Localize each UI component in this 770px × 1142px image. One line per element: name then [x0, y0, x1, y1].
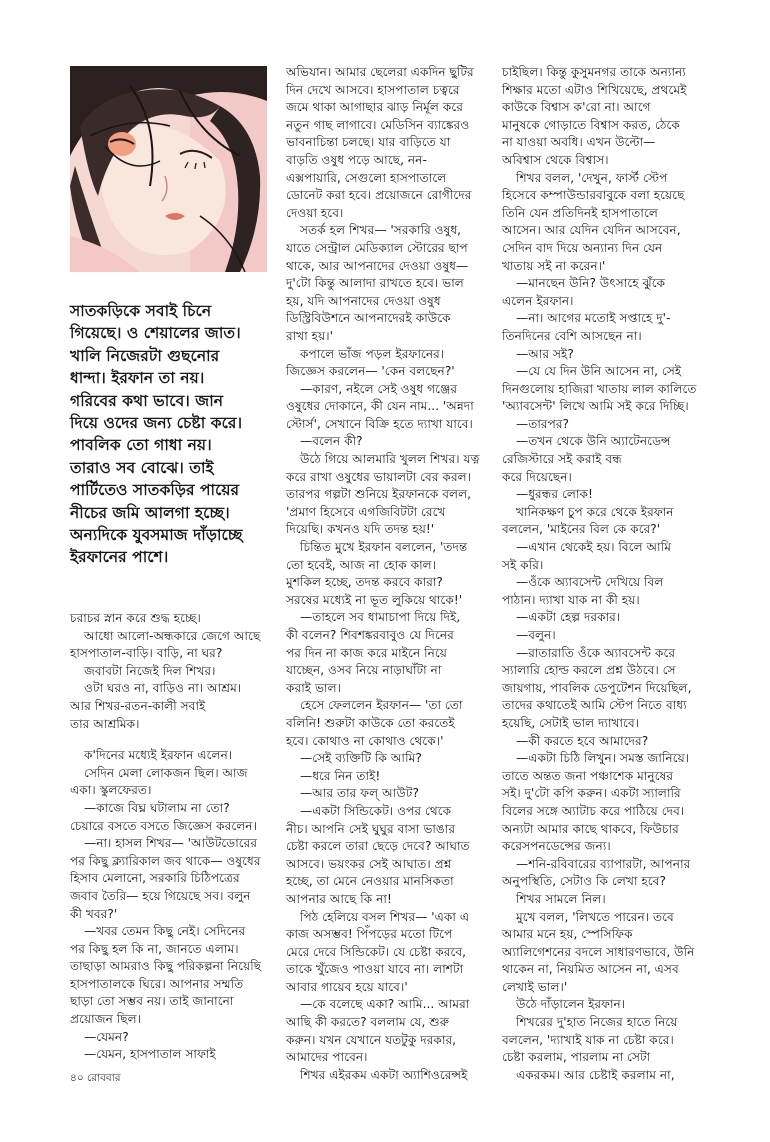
story-line: —শনি-রবিবারের ব্যাপারটা, আপনার: [516, 856, 691, 871]
story-line: বললেন, 'দ্যাখাই যাক না চেষ্টা করে।: [502, 1032, 674, 1047]
story-line: তাদের কথাতেই আমি স্টেপ নিতে বাধ্য: [502, 698, 687, 713]
story-line: স্যালারি হোল্ড করলে প্রশ্ন উঠবে। সে: [502, 663, 676, 678]
story-line: অনুপস্থিতি, সেটাও কি লেখা হবে?: [502, 874, 666, 889]
story-line: পাঠান। দ্যাখা যাক না কী হয়।: [502, 592, 640, 607]
story-line: তাছাড়া আমরাও কিছু পরিকল্পনা নিয়েছি: [70, 959, 262, 974]
story-line: তাকে খুঁজেও পাওয়া যাবে না। লাশটা: [286, 962, 464, 977]
story-line: কাজ অসম্ভব! পিঁপড়ের মতো টিপে: [286, 927, 453, 942]
story-line: শিখর বলল, 'দেখুন, ফার্স্ট স্টেপ: [516, 170, 668, 185]
story-line: প্রয়োজন ছিল।: [70, 1012, 142, 1027]
story-line: করাই ভাল।: [286, 680, 342, 695]
story-line: জিজ্ঞেস করলেন— 'কেন বলছেন?': [286, 364, 455, 379]
story-line: চিন্তিত মুখে ইরফান বললেন, 'তদন্ত: [300, 540, 468, 555]
story-line: —একটা সিন্ডিকেট। ওপর থেকে: [300, 803, 452, 818]
story-line: পর দিন না কাজ করে মাইনে নিয়ে: [286, 645, 447, 660]
story-line: —কী করতে হবে আমাদের?: [516, 733, 649, 748]
story-line: হেসে ফেললেন ইরফান— 'তা তো: [300, 698, 463, 713]
story-line: রেজিস্টারে সই করাই বন্ধ: [502, 452, 622, 467]
story-line: উঠে গিয়ে আলমারি খুলল শিখর। যত্ন: [300, 452, 480, 467]
story-line: উঠে দাঁড়ালেন ইরফান।: [516, 997, 626, 1012]
story-line: চেষ্টা করলে তারা ছেড়ে দেবে? আঘাত: [286, 839, 470, 854]
story-line: আর শিখর-রতন-কালী সবাই: [70, 698, 206, 713]
page-footer: ৪০ রোববার: [70, 1072, 121, 1084]
story-line: বাড়তি ওষুধ পড়ে আছে, নন-: [286, 152, 427, 167]
story-line: বলিনি! শুরুটা কাউকে তো করতেই: [286, 715, 455, 730]
pull-quote-line: গরিবের কথা ভাবে। জান: [70, 391, 224, 410]
story-line: থাকেন না, নিয়মিত আসেন না, এসব: [502, 962, 679, 977]
story-line: সেদিন মেলা লোকজন ছিল। আজ: [84, 765, 248, 780]
story-line: চরাচর স্নান করে শুদ্ধ হচ্ছে।: [70, 611, 201, 625]
story-line: অ্যালিগেশনের বদলে সাধারণভাবে, উনি: [502, 944, 695, 959]
story-line: রাখা হয়।': [286, 328, 333, 343]
story-line: জবাব তৈরি— হয়ে গিয়েছে সব। বলুন: [70, 888, 251, 903]
pull-quote-line: পার্টিতেও সাতকড়ির পায়ের: [70, 481, 240, 500]
story-line: তার আশ্রমিক।: [70, 716, 140, 731]
story-line: শিক্ষার মতো এটাও শিখিয়েছে, প্রথমেই: [502, 82, 687, 97]
story-line: কাউকে বিশ্বাস ক'রো না। আগে: [502, 100, 651, 115]
story-line: পিঠ হেলিয়ে বসল শিখর— 'একা এ: [300, 909, 470, 924]
story-line: —রাতারাতি ওঁকে অ্যাবসেন্ট করে: [516, 645, 676, 660]
story-line: আসবে। ভয়ংকর সেই আঘাত। প্রশ্ন: [286, 856, 452, 871]
story-line: চাইছিল। কিন্তু কুসুমনগর তাকে অন্যান্য: [502, 65, 686, 79]
story-line: জবাবটা নিজেই দিল শিখর।: [84, 663, 216, 678]
story-column-2: [286, 64, 490, 1084]
story-line: জায়গায়, পাবলিক ডেপুটেশন দিয়েছিল,: [502, 680, 692, 695]
story-line: —মানছেন উনি? উৎসাহে ঝুঁকে: [516, 276, 666, 291]
story-line: ভাবনাচিন্তা চলছে। যার বাড়িতে যা: [286, 135, 451, 150]
story-line: আবার গায়েব হয়ে যাবে।': [286, 979, 408, 994]
story-line: মুখে বলল, 'লিখতে পারেন। তবে: [516, 909, 674, 924]
story-line: কী খবর?': [70, 906, 118, 921]
story-line: সরষের মধ্যেই না ভূত লুকিয়ে থাকে!': [286, 592, 463, 607]
story-line: পর কিছু হল কি না, জানতে এলাম।: [70, 941, 239, 956]
story-column-1: [70, 610, 273, 1064]
story-line: আছি কী করতে? বললাম যে, শুরু: [286, 1015, 450, 1030]
story-line: হয়, যদি আপনাদের দেওয়া ওষুধ: [286, 293, 441, 308]
story-line: কী বলেন? শিবশঙ্করবাবুও যে দিনের: [286, 628, 454, 642]
story-line: —তখন থেকে উনি অ্যাটেনডেন্স: [516, 434, 671, 449]
pull-quote-line: অন্যদিকে যুবসমাজ দাঁড়াচ্ছে: [70, 526, 243, 545]
story-line: দিয়েছি। কখনও যদি তদন্ত হয়!': [286, 522, 435, 537]
story-line: কপালে ভাঁজ পড়ল ইরফানের।: [300, 346, 445, 361]
sleeping-woman-illustration: [70, 66, 267, 272]
pull-quote-line: পাবলিক তো গাধা নয়।: [70, 436, 212, 455]
story-line: হিসাব মেলানো, সরকারি চিঠিপত্রের: [70, 871, 240, 886]
story-line: আপনার আছে কি না!: [286, 891, 392, 906]
pull-quote-line: খালি নিজেরটা গুছনোর: [70, 346, 220, 365]
story-line: 'অ্যাবসেন্ট' লিখে আমি সই করে দিচ্ছি।: [502, 399, 689, 414]
story-line: একরকম। আর চেষ্টাই করলাম না,: [516, 1067, 675, 1082]
story-line: এক্সপায়ারি, সেগুলো হাসপাতালে: [286, 170, 447, 185]
story-line: জমে থাকা আগাছার ঝাড় নির্মূল করে: [286, 100, 463, 115]
story-line: চেষ্টা করলাম, পারলাম না সেটা: [502, 1050, 651, 1065]
story-line: —একটা হেল্প দরকার।: [516, 610, 621, 625]
story-line: সই। দু'টো কপি করুন। একটা স্যালারি: [502, 786, 681, 801]
story-line: হাসপাতালকে ঘিরে। আপনার সম্মতি: [70, 976, 244, 991]
pull-quote-line: তারাও সব বোঝে। তাই: [70, 458, 214, 477]
story-line: বিলের সঙ্গে অ্যাটাচ করে পাঠিয়ে দেব।: [502, 803, 685, 818]
pull-quote-line: দিয়ে ওদের জন্য চেষ্টা করে।: [70, 414, 243, 433]
story-line: সতর্ক হল শিখর— 'সরকারি ওষুধ,: [300, 223, 462, 238]
pull-quote-line: গিয়েছে। ও শেয়ালের জাত।: [70, 324, 241, 343]
story-line: হয়েছি, সেটাই ভাল দ্যাখাবে।: [502, 715, 640, 730]
story-line: —ধরে নিন তাই!: [300, 768, 381, 783]
story-line: —খবর তেমন কিছু নেই। সেদিনের: [84, 924, 246, 939]
story-line: না যাওয়া অবধি। এখন উল্টো—: [502, 135, 656, 150]
story-line: করে দিয়েছেন।: [502, 469, 572, 484]
story-line: তিনদিনের বেশি আসছেন না।: [502, 328, 642, 343]
story-line: —কাজে বিঘ্ন ঘটালাম না তো?: [84, 800, 230, 815]
story-line: ওষুধের দোকানে, কী যেন নাম... 'অন্নদা: [286, 399, 474, 414]
story-line: অভিযান। আমার ছেলেরা একদিন ছুটির: [286, 65, 474, 79]
story-line: এলেন ইরফান।: [502, 293, 574, 308]
story-line: দিনগুলোয় হাজিরা খাতায় লাল কালিতে: [502, 381, 697, 396]
story-line: —যেমন, হাসপাতাল সাফাই: [84, 1047, 216, 1062]
story-line: —যেমন?: [84, 1029, 129, 1044]
section-break: [70, 733, 273, 747]
story-line: যাতে সেন্ট্রাল মেডিক্যাল স্টোরের ছাপ: [286, 240, 468, 255]
story-line: করেসপনডেন্সের জন্য।: [502, 839, 611, 854]
story-line: বললেন, 'মাইনের বিল কে করে?': [502, 522, 661, 537]
story-line: স্টোর্স', সেখানে বিক্রি হতে দ্যাখা যাবে।: [286, 416, 473, 431]
story-line: শিখর সামলে নিল।: [516, 891, 606, 906]
story-line: —ওঁকে অ্যাবসেন্ট দেখিয়ে বিল: [516, 575, 664, 590]
story-line: আমার মনে হয়, স্পেসিফিক: [502, 927, 633, 942]
story-line: আধো আলো-অন্ধকারে জেগে আছে: [84, 628, 261, 643]
story-line: করে রাখা ওষুধের ভায়ালটা বের করল।: [286, 469, 472, 484]
pull-quote-line: সাতকড়িকে সবাই চিনে: [70, 302, 212, 320]
pull-quote: [70, 300, 276, 569]
story-line: ডোনেট করা হবে। প্রয়োজনে রোগীদের: [286, 188, 472, 203]
story-line: —না। আগের মতোই সপ্তাহে দু'-: [516, 311, 671, 326]
story-line: হিসেবে কম্পাউন্ডারবাবুকে বলা হয়েছে: [502, 188, 685, 203]
story-line: মেরে দেবে সিন্ডিকেট। যে চেষ্টা করবে,: [286, 944, 467, 959]
story-line: —আর তার ফল্ আউট?: [300, 786, 419, 801]
story-line: —বলেন কী?: [300, 434, 363, 449]
story-line: খানিকক্ষণ চুপ করে থেকে ইরফান: [516, 504, 674, 519]
story-line: নীচ। আপনি সেই ঘুঘুর বাসা ভাঙার: [286, 821, 456, 836]
story-line: —একটা চিঠি লিখুন। সমস্ত জানিয়ে।: [516, 751, 690, 766]
story-line: সই করি।: [502, 557, 544, 572]
story-line: তারপর গল্পটা শুনিয়ে ইরফানকে বলল,: [286, 487, 472, 502]
story-line: তাতে অন্তত জনা পঞ্চাশেক মানুষের: [502, 768, 674, 783]
story-line: দেওয়া হবে।: [286, 205, 344, 220]
story-line: একা। স্কুলফেরত।: [70, 783, 152, 798]
story-line: হবে। কোথাও না কোথাও থেকে।': [286, 733, 444, 748]
story-line: সেদিন বাদ দিয়ে অন্যান্য দিন যেন: [502, 240, 663, 255]
story-line: ক'দিনের মধ্যেই ইরফান এলেন।: [84, 748, 233, 763]
story-line: —ধুরন্ধর লোক!: [516, 487, 593, 502]
story-line: —এখান থেকেই হয়। বিলে আমি: [516, 540, 672, 555]
story-line: —না। হাসল শিখর— 'আউটডোরের: [84, 836, 258, 851]
story-line: —কে বলেছে একা? আমি... আমরা: [300, 997, 470, 1012]
story-line: মানুষকে গোড়াতে বিশ্বাস করত, ঠেকে: [502, 117, 680, 132]
story-line: —যে যে দিন উনি আসেন না, সেই: [516, 364, 682, 379]
story-line: দিন দেখে আসবে। হাসপাতাল চত্বরে: [286, 82, 460, 97]
story-line: অবিশ্বাস থেকে বিশ্বাস।: [502, 152, 609, 167]
pull-quote-line: নীচের জমি আলগা হচ্ছে।: [70, 503, 230, 522]
story-line: নতুন গাছ লাগাবে। মেডিসিন ব্যাঙ্কেরও: [286, 117, 470, 132]
story-line: যাচ্ছেন, ওসব নিয়ে নাড়াঘাঁটা না: [286, 663, 442, 678]
story-column-3: [502, 64, 706, 1084]
story-line: তিনি যেন প্রতিদিনই হাসপাতালে: [502, 205, 658, 220]
pull-quote-line: ধান্দা। ইরফান তা নয়।: [70, 369, 205, 388]
story-line: ওটা ঘরও না, বাড়িও না। আশ্রম।: [84, 681, 242, 696]
story-line: পর কিছু ক্ল্যারিকাল জব থাকে— ওষুধের: [70, 853, 261, 868]
story-line: দু'টো কিন্তু আলাদা রাখতে হবে। ভাল: [286, 276, 464, 291]
story-line: চেয়ারে বসতে বসতে জিজ্ঞেস করলেন।: [70, 818, 257, 833]
story-line: শিখরের দু'হাত নিজের হাতে নিয়ে: [516, 1015, 678, 1030]
story-line: —আর সই?: [516, 346, 574, 361]
story-line: —তারপর?: [516, 416, 570, 431]
story-line: —তাহলে সব ধামাচাপা দিয়ে দিই,: [300, 610, 461, 625]
story-line: আমাদের পাবেন।: [286, 1050, 368, 1065]
story-line: হচ্ছে, তা মেনে নেওয়ার মানসিকতা: [286, 874, 454, 889]
story-line: হাসপাতাল-বাড়ি। বাড়ি, না ঘর?: [70, 646, 223, 661]
story-line: আসেন। আর যেদিন যেদিন আসবেন,: [502, 223, 681, 238]
story-line: করুন। যখন যেখানে যতটুকু দরকার,: [286, 1032, 457, 1047]
story-line: —সেই ব্যক্তিটি কি আমি?: [300, 751, 422, 766]
story-line: —বলুন।: [516, 628, 556, 642]
pull-quote-line: ইরফানের পাশে।: [70, 548, 169, 567]
story-line: 'প্রমাণ হিসেবে এগজিবিটটা রেখে: [286, 504, 446, 519]
story-line: ছাড়া তো সম্ভব নয়। তাই জানানো: [70, 994, 234, 1009]
story-line: —কারণ, নইলে সেই ওষুধ গঞ্জের: [300, 381, 458, 396]
story-illustration: [70, 66, 267, 272]
story-line: তো হবেই, আজ না হোক কাল।: [286, 557, 437, 572]
story-line: মুশকিল হচ্ছে, তদন্ত করবে কারা?: [286, 575, 443, 590]
story-line: খাতায় সই না করেন।': [502, 258, 606, 273]
story-line: শিখর এইরকম একটা অ্যাশিওরেন্সই: [300, 1067, 468, 1082]
story-line: থাকে, আর আপনাদের দেওয়া ওষুধ—: [286, 258, 469, 273]
story-line: ডিস্ট্রিবিউশনে আপনাদেরই কাউকে: [286, 311, 451, 326]
story-line: লেখাই ভাল।': [502, 979, 568, 994]
story-line: অন্যটা আমার কাছে থাকবে, ফিউচার: [502, 821, 679, 836]
